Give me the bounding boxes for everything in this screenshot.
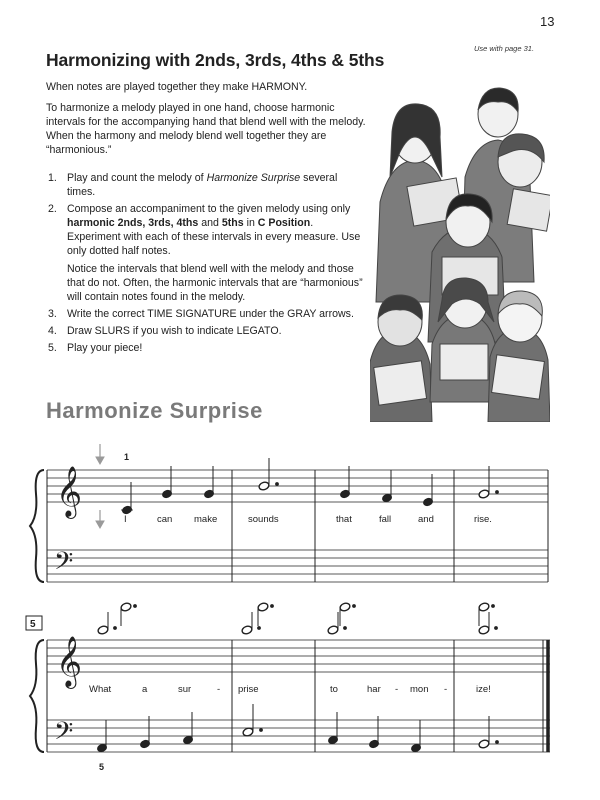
lyric-syllable: make <box>194 514 218 525</box>
treble-staff-2 <box>47 640 550 672</box>
page-heading: Harmonizing with 2nds, 3rds, 4ths & 5ths <box>46 50 385 70</box>
step-piece-name: Harmonize Surprise <box>206 172 301 184</box>
grand-staff-brace <box>30 640 44 752</box>
fingering-number: 1 <box>124 452 130 462</box>
step-bold: 5ths <box>221 217 244 229</box>
fingering-number: 5 <box>99 762 105 772</box>
instruction-list <box>46 171 366 358</box>
lyrics-system-1 <box>124 514 492 525</box>
lyric-syllable: to <box>330 684 338 695</box>
step-number: 4. <box>48 325 57 337</box>
treble-clef-icon: 𝄞 <box>56 466 83 517</box>
piece-title: Harmonize Surprise <box>46 398 263 423</box>
lyric-syllable: a <box>142 684 148 695</box>
lyric-syllable: - <box>217 684 221 695</box>
lyric-syllable: fall <box>379 514 392 525</box>
step-number: 5. <box>48 342 57 354</box>
lyric-syllable: sounds <box>248 514 279 525</box>
score-system-2 <box>26 612 550 772</box>
lyric-syllable: mon <box>410 684 429 695</box>
step-text: in <box>243 217 258 229</box>
upper-notes-system-2 <box>97 612 497 635</box>
bass-staff-2 <box>47 720 550 752</box>
lyric-syllable: - <box>395 684 399 695</box>
step-text: and <box>198 217 222 229</box>
step-number: 3. <box>48 308 57 320</box>
intro-paragraph-2: To harmonize a melody played in one hand, choose harmonic intervals for the accompanying hand that blend well with the melody. When the harmony and melody blend well together they are “harmonious.” <box>46 102 366 156</box>
lyric-syllable: I <box>124 514 127 525</box>
page-number: 13 <box>540 14 555 29</box>
choir-children-illustration <box>370 82 550 422</box>
lyric-syllable: can <box>157 514 173 525</box>
step-text: several times. <box>67 172 338 198</box>
step-text: Play and count the melody of <box>67 172 207 184</box>
step-note: Notice the intervals that blend well with the melody and those that do not. Often, the harmonic intervals that are “harmonious” will contain notes found in the melody. <box>67 263 363 303</box>
step-text: Write the correct TIME SIGNATURE under the GRAY arrows. <box>67 308 354 320</box>
step-number: 1. <box>48 172 57 184</box>
step-text: Compose an accompaniment to the given melody using only <box>67 203 351 215</box>
step-3 <box>46 307 366 321</box>
intro-paragraph-1: When notes are played together they make HARMONY. <box>46 81 308 93</box>
step-text: Draw SLURS if you wish to indicate LEGATO. <box>67 325 282 337</box>
lyric-syllable: that <box>336 514 352 525</box>
step-5 <box>46 341 366 355</box>
step-bold: C Position <box>257 217 311 229</box>
measure-number: 5 <box>30 619 36 630</box>
treble-staff-1 <box>47 470 548 502</box>
grand-staff-brace <box>30 470 44 582</box>
lyric-syllable: har <box>367 684 381 695</box>
barlines-system-2 <box>232 640 548 752</box>
lyric-syllable: sur <box>178 684 192 695</box>
lyric-syllable: rise. <box>474 514 492 525</box>
step-bold: harmonic 2nds, 3rds, 4ths <box>67 217 199 229</box>
bass-staff-1 <box>47 550 548 582</box>
music-score <box>0 430 600 800</box>
step-number: 2. <box>48 203 57 215</box>
use-with-note: Use with page 31. <box>474 44 535 53</box>
step-1 <box>46 171 366 199</box>
step-2 <box>46 202 366 304</box>
score-system-1 <box>30 444 548 626</box>
lyrics-system-2 <box>89 684 491 695</box>
bass-notes-system-1 <box>120 602 494 626</box>
lyric-syllable: - <box>444 684 448 695</box>
lyric-syllable: prise <box>238 684 259 695</box>
treble-clef-icon: 𝄞 <box>56 636 83 687</box>
bass-clef-icon: 𝄢 <box>54 547 74 582</box>
barlines-system-1 <box>232 470 548 582</box>
lyric-syllable: ize! <box>476 684 491 695</box>
step-text: Play your piece! <box>67 342 143 354</box>
step-4 <box>46 324 366 338</box>
step-text: . Experiment with each of these intervals in every measure. Use only dotted half notes. <box>67 217 361 257</box>
lyric-syllable: and <box>418 514 434 525</box>
bass-clef-icon: 𝄢 <box>54 717 74 752</box>
lyric-syllable: What <box>89 684 112 695</box>
